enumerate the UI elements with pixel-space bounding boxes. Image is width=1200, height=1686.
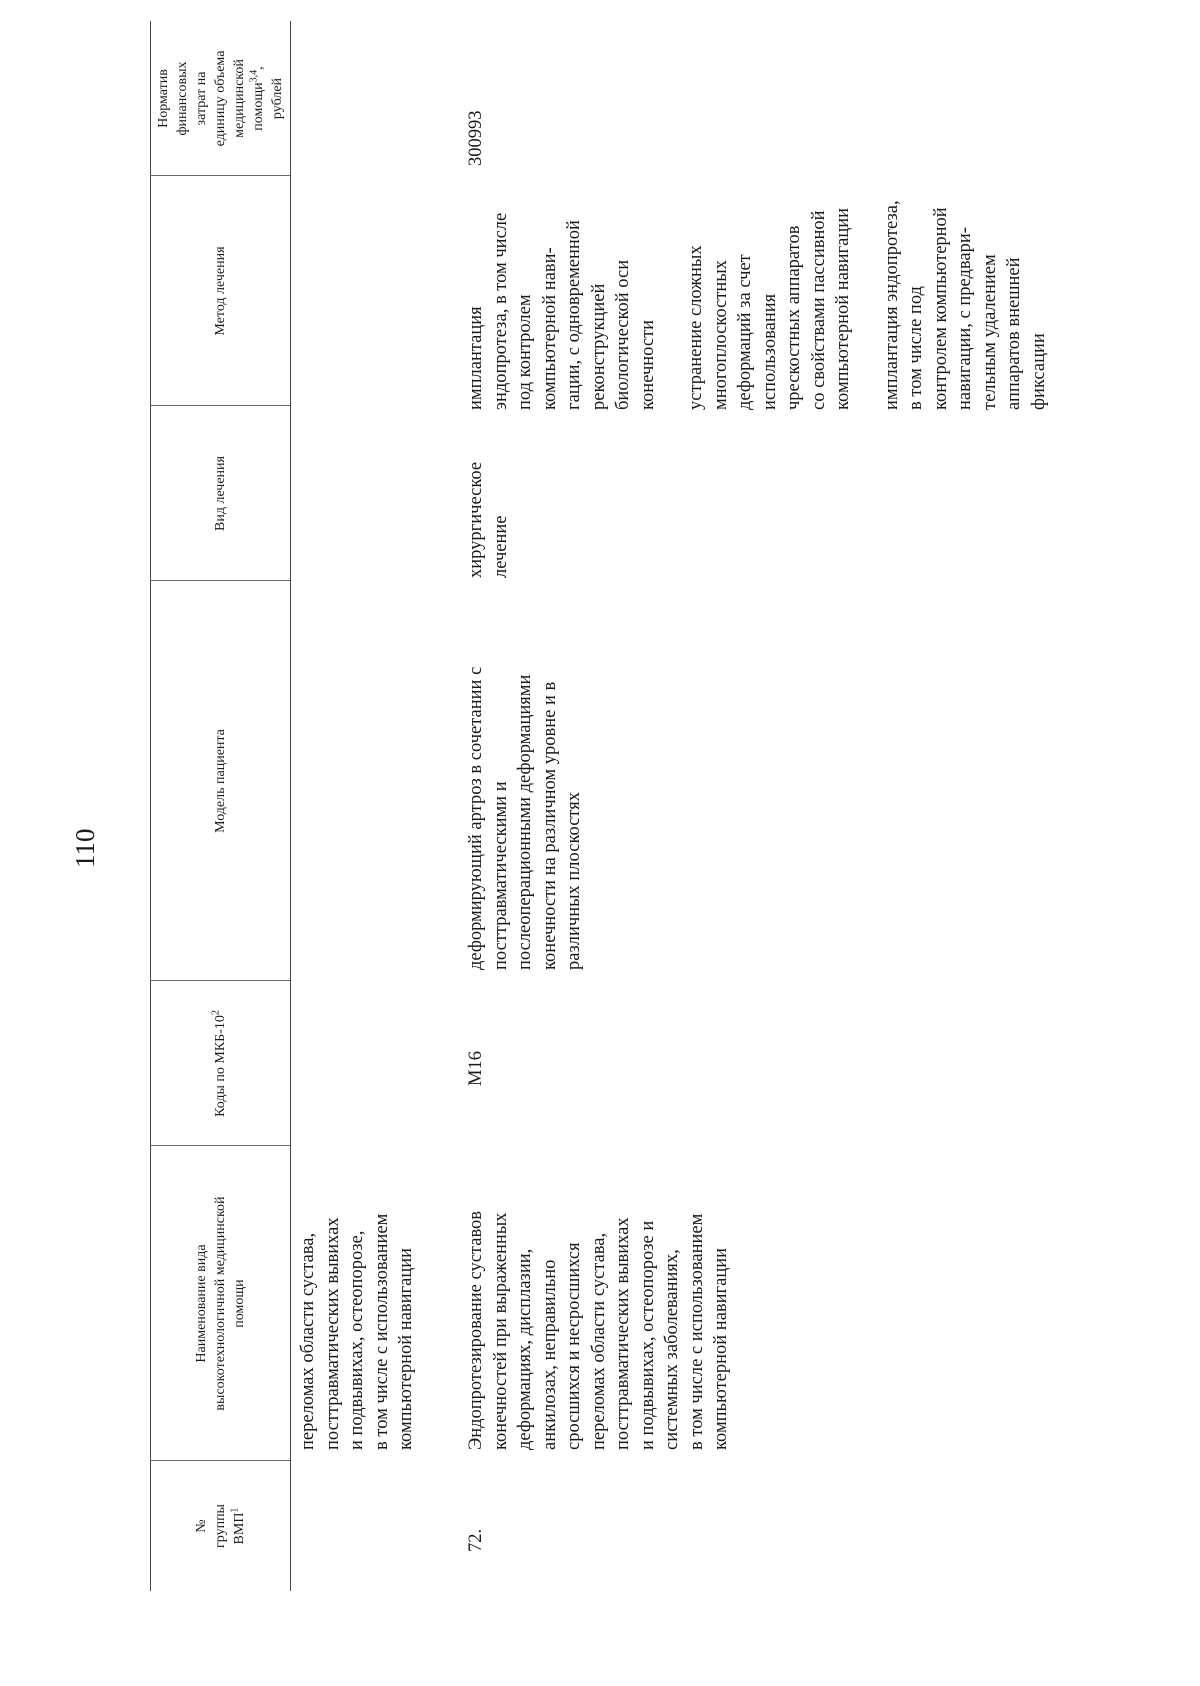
row-72-number: 72.: [466, 1528, 486, 1552]
header-treatment-method: Метод лечения: [212, 246, 228, 336]
treatment-method-item: устранение сложных многоплоскостных деформаций за счет использования чрескостных аппаратов со свойствами пассивной компьютерной навигации: [686, 207, 853, 410]
header-group: № группы ВМП$^1$: [193, 1504, 247, 1548]
row-72-icd-code: M16: [466, 1051, 486, 1086]
header-patient-model: Модель пациента: [212, 729, 228, 833]
header-icd-codes: Коды по МКБ-$10^2$: [209, 1010, 228, 1117]
header-treatment-type: Вид лечения: [212, 456, 228, 531]
header-cost-norm: Норматив финансовых затрат на единицу объема медицинской помощи$^{3,4}$, рублей: [155, 50, 285, 147]
row-72-treatment-type: хирургическое лечение: [466, 461, 511, 578]
continuation-name: переломах области сустава, посттравматических вывихах и подвывихах, остеопорозе, в том числе с использованием компьютерной навигации: [298, 1213, 416, 1450]
header-bottom-rule: [290, 21, 291, 1591]
row-72-treatment-methods: [464, 200, 1075, 410]
row-72-cost-norm: 300993: [466, 110, 486, 166]
row-72-patient-model: деформирующий артроз в сочетании с посттравматическими и послеоперационными деформациями конечности на различном уровне и в различных плоскостях: [466, 666, 584, 970]
page-number: 110: [70, 828, 100, 868]
header-vmp-name: Наименование вида высокотехнологичной медицинской помощи: [193, 1196, 247, 1411]
treatment-method-item: имплантация эндопротеза, в том числе под контролем компьютерной нави- гации, с одновременной реконструкцией биологической оси конечности: [466, 212, 658, 410]
treatment-method-item: имплантация эндопротеза, в том числе под контролем компьютерной навигации, с предвари- тельным удалением аппаратов внешней фиксации: [881, 200, 1049, 410]
row-72-vmp-name: Эндопротезирование суставов конечностей при выраженных деформациях, дисплазии, анкилозах, неправильно сросшихся и несросшихся переломах области сустава, посттравматических вывихах и подвывихах, остеопорозе и системных заболеваниях, в том числе с использованием компьютерной навигации: [466, 1210, 731, 1450]
